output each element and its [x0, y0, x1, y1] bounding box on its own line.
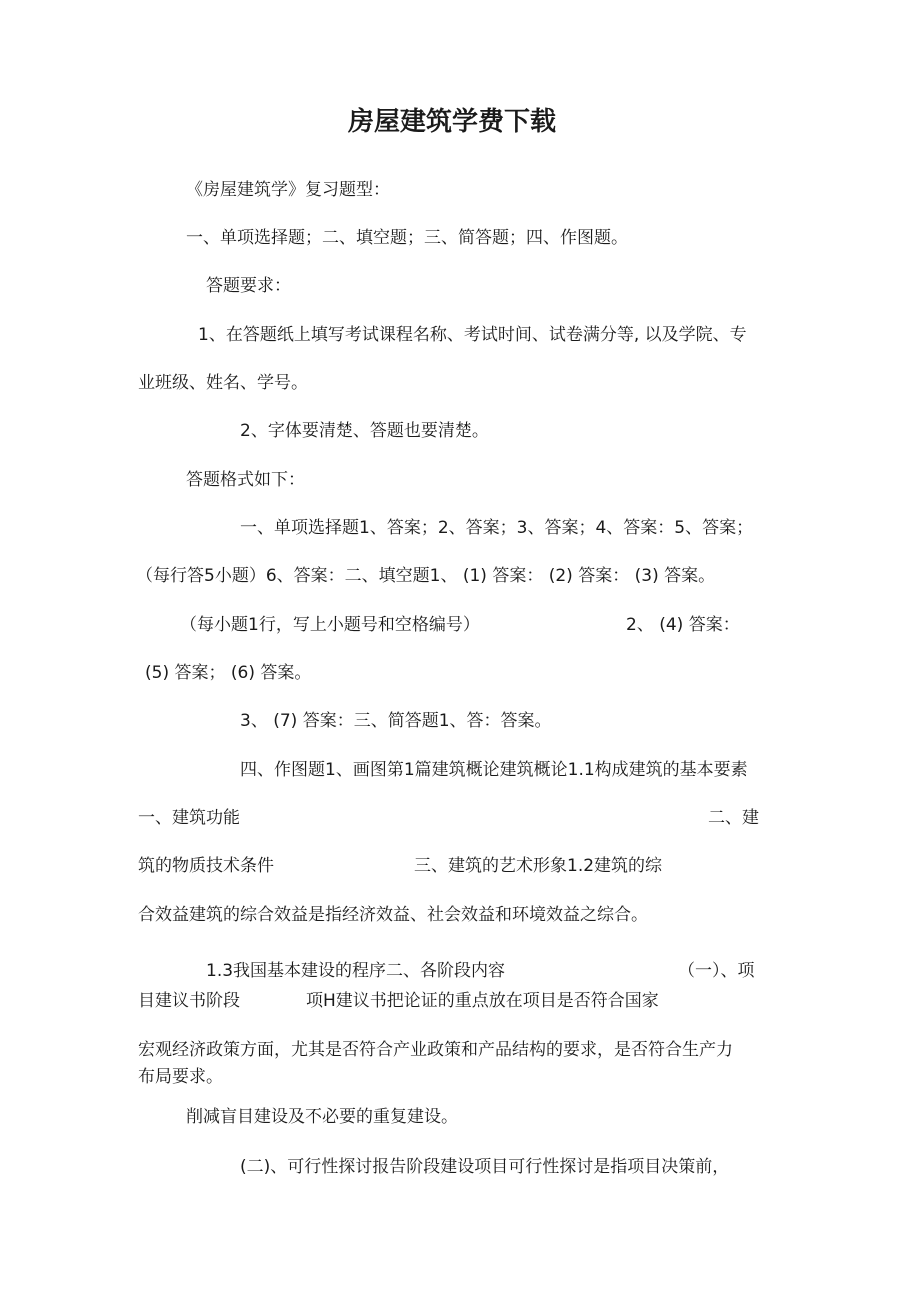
- format-line-5: 3、 (7) 答案：三、简答题1、答：答案。: [240, 711, 552, 731]
- document-title: 房屋建筑学费下载: [348, 107, 557, 137]
- content-line-3: 合效益建筑的综合效益是指经济效益、社会效益和环境效益之综合。: [138, 905, 648, 925]
- content-line-1-right: 二、建: [708, 808, 759, 828]
- content-line-2-right: 三、建筑的艺术形象1.2建筑的综: [414, 856, 663, 876]
- requirements-heading: 答题要求：: [206, 276, 291, 296]
- requirement-1-line-1: 1、在答题纸上填写考试课程名称、考试时间、试卷满分等, 以及学院、专: [198, 325, 747, 345]
- content-line-2-left: 筑的物质技术条件: [138, 856, 274, 876]
- exam-types-heading: 《房屋建筑学》复习题型：: [186, 180, 390, 200]
- format-line-3-right: 2、 (4) 答案：: [626, 615, 740, 635]
- exam-types-list: 一、单项选择题；二、填空题；三、简答题；四、作图题。: [186, 228, 628, 248]
- format-line-1: 一、单项选择题1、答案；2、答案；3、答案；4、答案：5、答案；: [240, 518, 754, 538]
- format-line-6: 四、作图题1、画图第1篇建筑概论建筑概论1.1构成建筑的基本要素: [240, 760, 748, 780]
- format-line-4: (5) 答案； (6) 答案。: [145, 663, 312, 683]
- requirement-1-line-2: 业班级、姓名、学号。: [138, 373, 308, 393]
- content-line-4-right: （一）、项: [678, 961, 755, 981]
- requirement-2: 2、字体要清楚、答题也要清楚。: [240, 421, 489, 441]
- content-line-5-left: 目建议书阶段: [138, 991, 240, 1011]
- content-line-5-right: 项H建议书把论证的重点放在项目是否符合国家: [306, 991, 659, 1011]
- format-line-2: （每行答5小题）6、答案：二、填空题1、 (1) 答案： (2) 答案： (3) 答案。: [136, 566, 716, 586]
- content-line-4-left: 1.3我国基本建设的程序二、各阶段内容: [206, 961, 506, 981]
- content-line-6: 宏观经济政策方面，尤其是否符合产业政策和产品结构的要求，是否符合生产力: [138, 1040, 733, 1060]
- content-line-9: (二)、可行性探讨报告阶段建设项目可行性探讨是指项目决策前，: [240, 1157, 730, 1177]
- format-line-3-left: （每小题1行，写上小题号和空格编号）: [180, 615, 480, 635]
- content-line-1-left: 一、建筑功能: [138, 808, 240, 828]
- content-line-8: 削减盲目建设及不必要的重复建设。: [186, 1107, 458, 1127]
- content-line-7: 布局要求。: [138, 1067, 223, 1087]
- format-heading: 答题格式如下：: [186, 470, 305, 490]
